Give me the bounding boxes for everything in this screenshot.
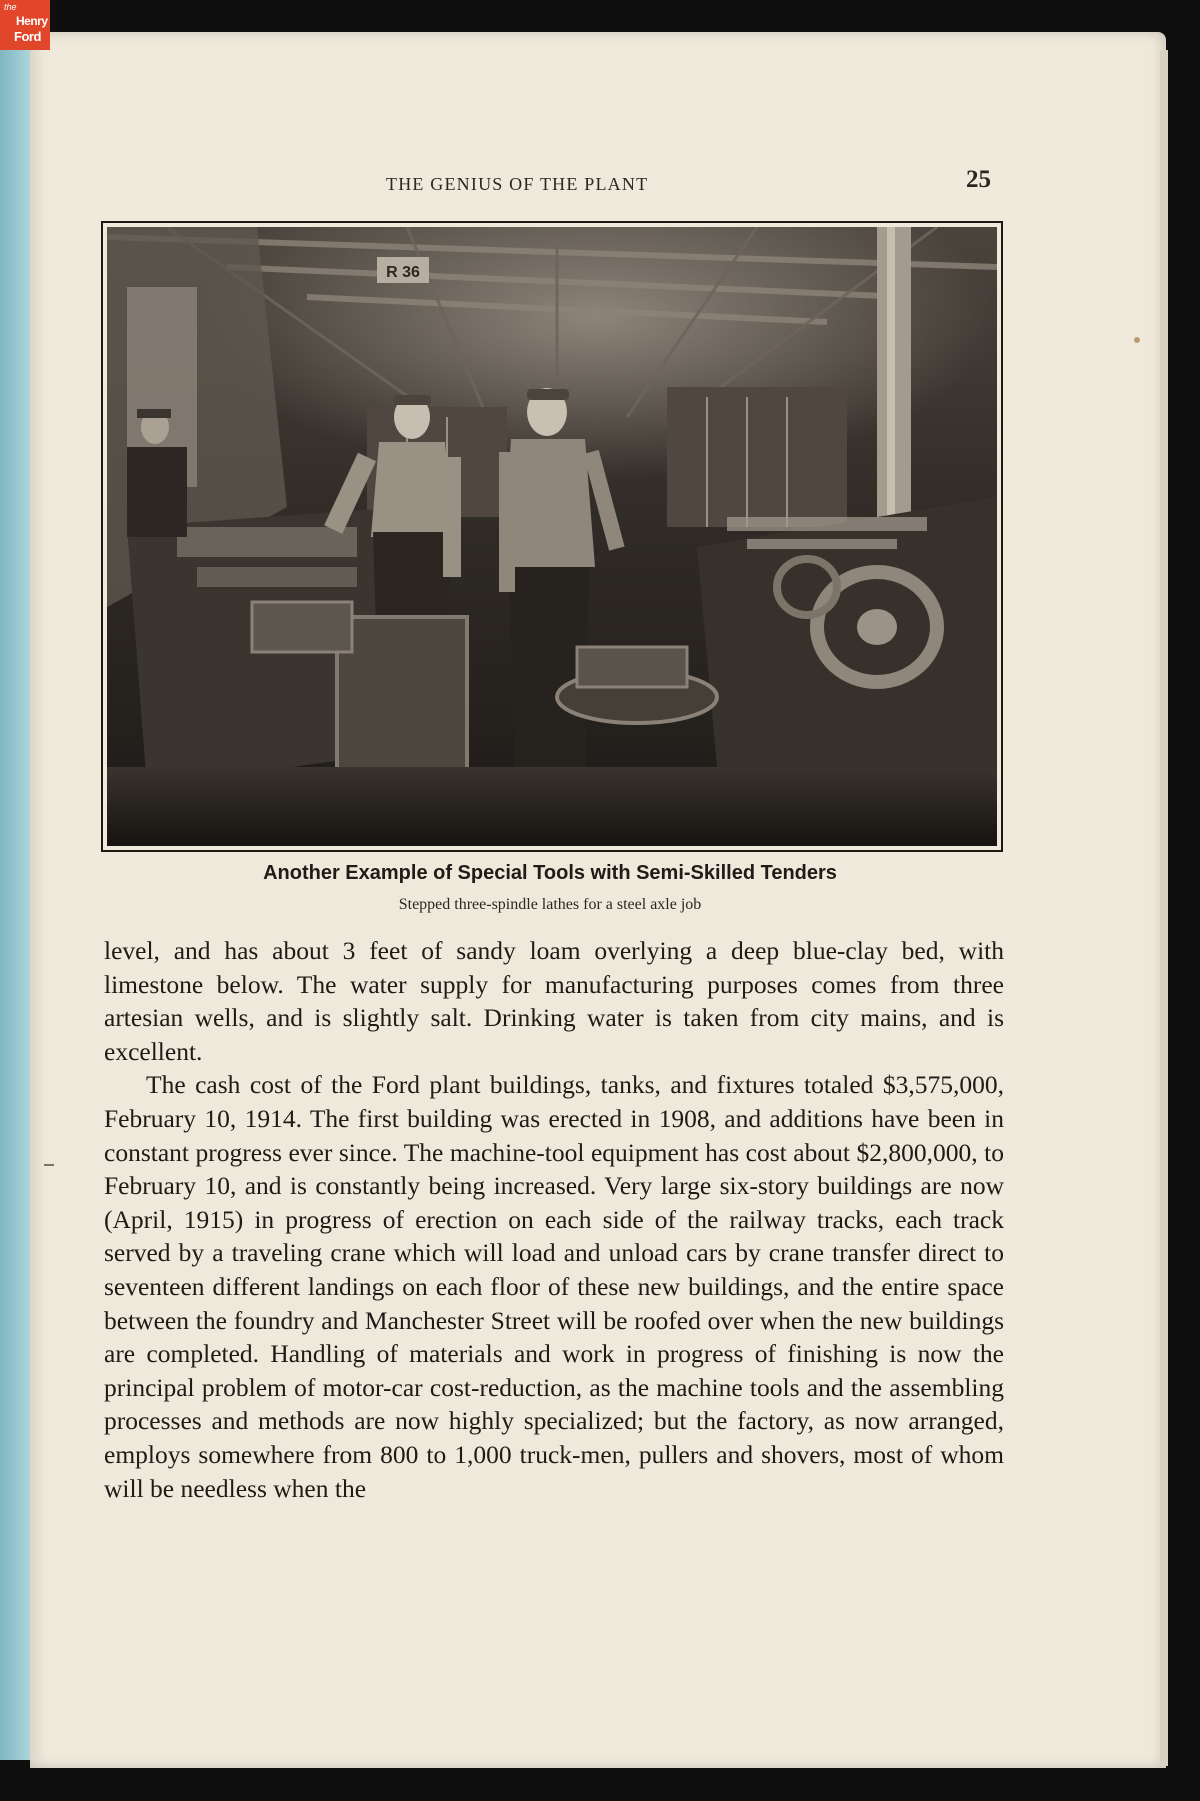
figure-caption-title: Another Example of Special Tools with Semi-Skilled Tenders	[263, 862, 837, 884]
body-paragraph-1: level, and has about 3 feet of sandy loam overlying a deep blue-clay bed, with limestone below. The water supply for manufacturing purposes comes from three artesian wells, and is slightly salt. Drinking water is taken from city mains, and is excellent.	[104, 936, 1004, 1066]
paper-speck	[1134, 337, 1140, 343]
logo-text-henry: Henry	[16, 14, 48, 28]
page-edge-shadow	[1160, 50, 1168, 1766]
body-paragraph-2: The cash cost of the Ford plant buildings, tanks, and fixtures totaled $3,575,000, February 10, 1914. The first building was erected in 1908, and additions have been in constant progress ever since. The machine-tool equipment has cost about $2,800,000, to February 10, and is constantly being increased. Very large six-story buildings are now (April, 1915) in progress of erection on each side of the railway tracks, each track served by a traveling crane which will load and unload cars by crane transfer direct to seventeen different landings on each floor of these new buildings, and the entire space between the foundry and Manchester Street will be roofed over when the new buildings are completed. Handling of materials and work in progress of finishing is now the principal problem of motor-car cost-reduction, as the machine tools and the assembling processes and methods are now highly specialized; but the factory, as now arranged, employs somewhere from 800 to 1,000 truck-men, pullers and shovers, most of whom will be needless when the	[104, 1070, 1004, 1503]
book-spine-edge	[0, 40, 34, 1760]
logo-text-the: the	[4, 2, 17, 12]
margin-mark	[44, 1164, 54, 1166]
henry-ford-logo	[0, 0, 50, 50]
logo-text-ford: Ford	[14, 29, 41, 44]
body-text	[104, 934, 1004, 1505]
factory-photograph	[107, 227, 997, 846]
factory-photo-illustration	[107, 227, 997, 846]
running-header-title: THE GENIUS OF THE PLANT	[386, 174, 649, 194]
figure-caption-subtitle: Stepped three-spindle lathes for a steel axle job	[398, 896, 702, 913]
photo-sign-text: R 36	[386, 264, 420, 281]
page-number: 25	[966, 166, 991, 193]
figure-photo-frame	[101, 221, 1003, 852]
